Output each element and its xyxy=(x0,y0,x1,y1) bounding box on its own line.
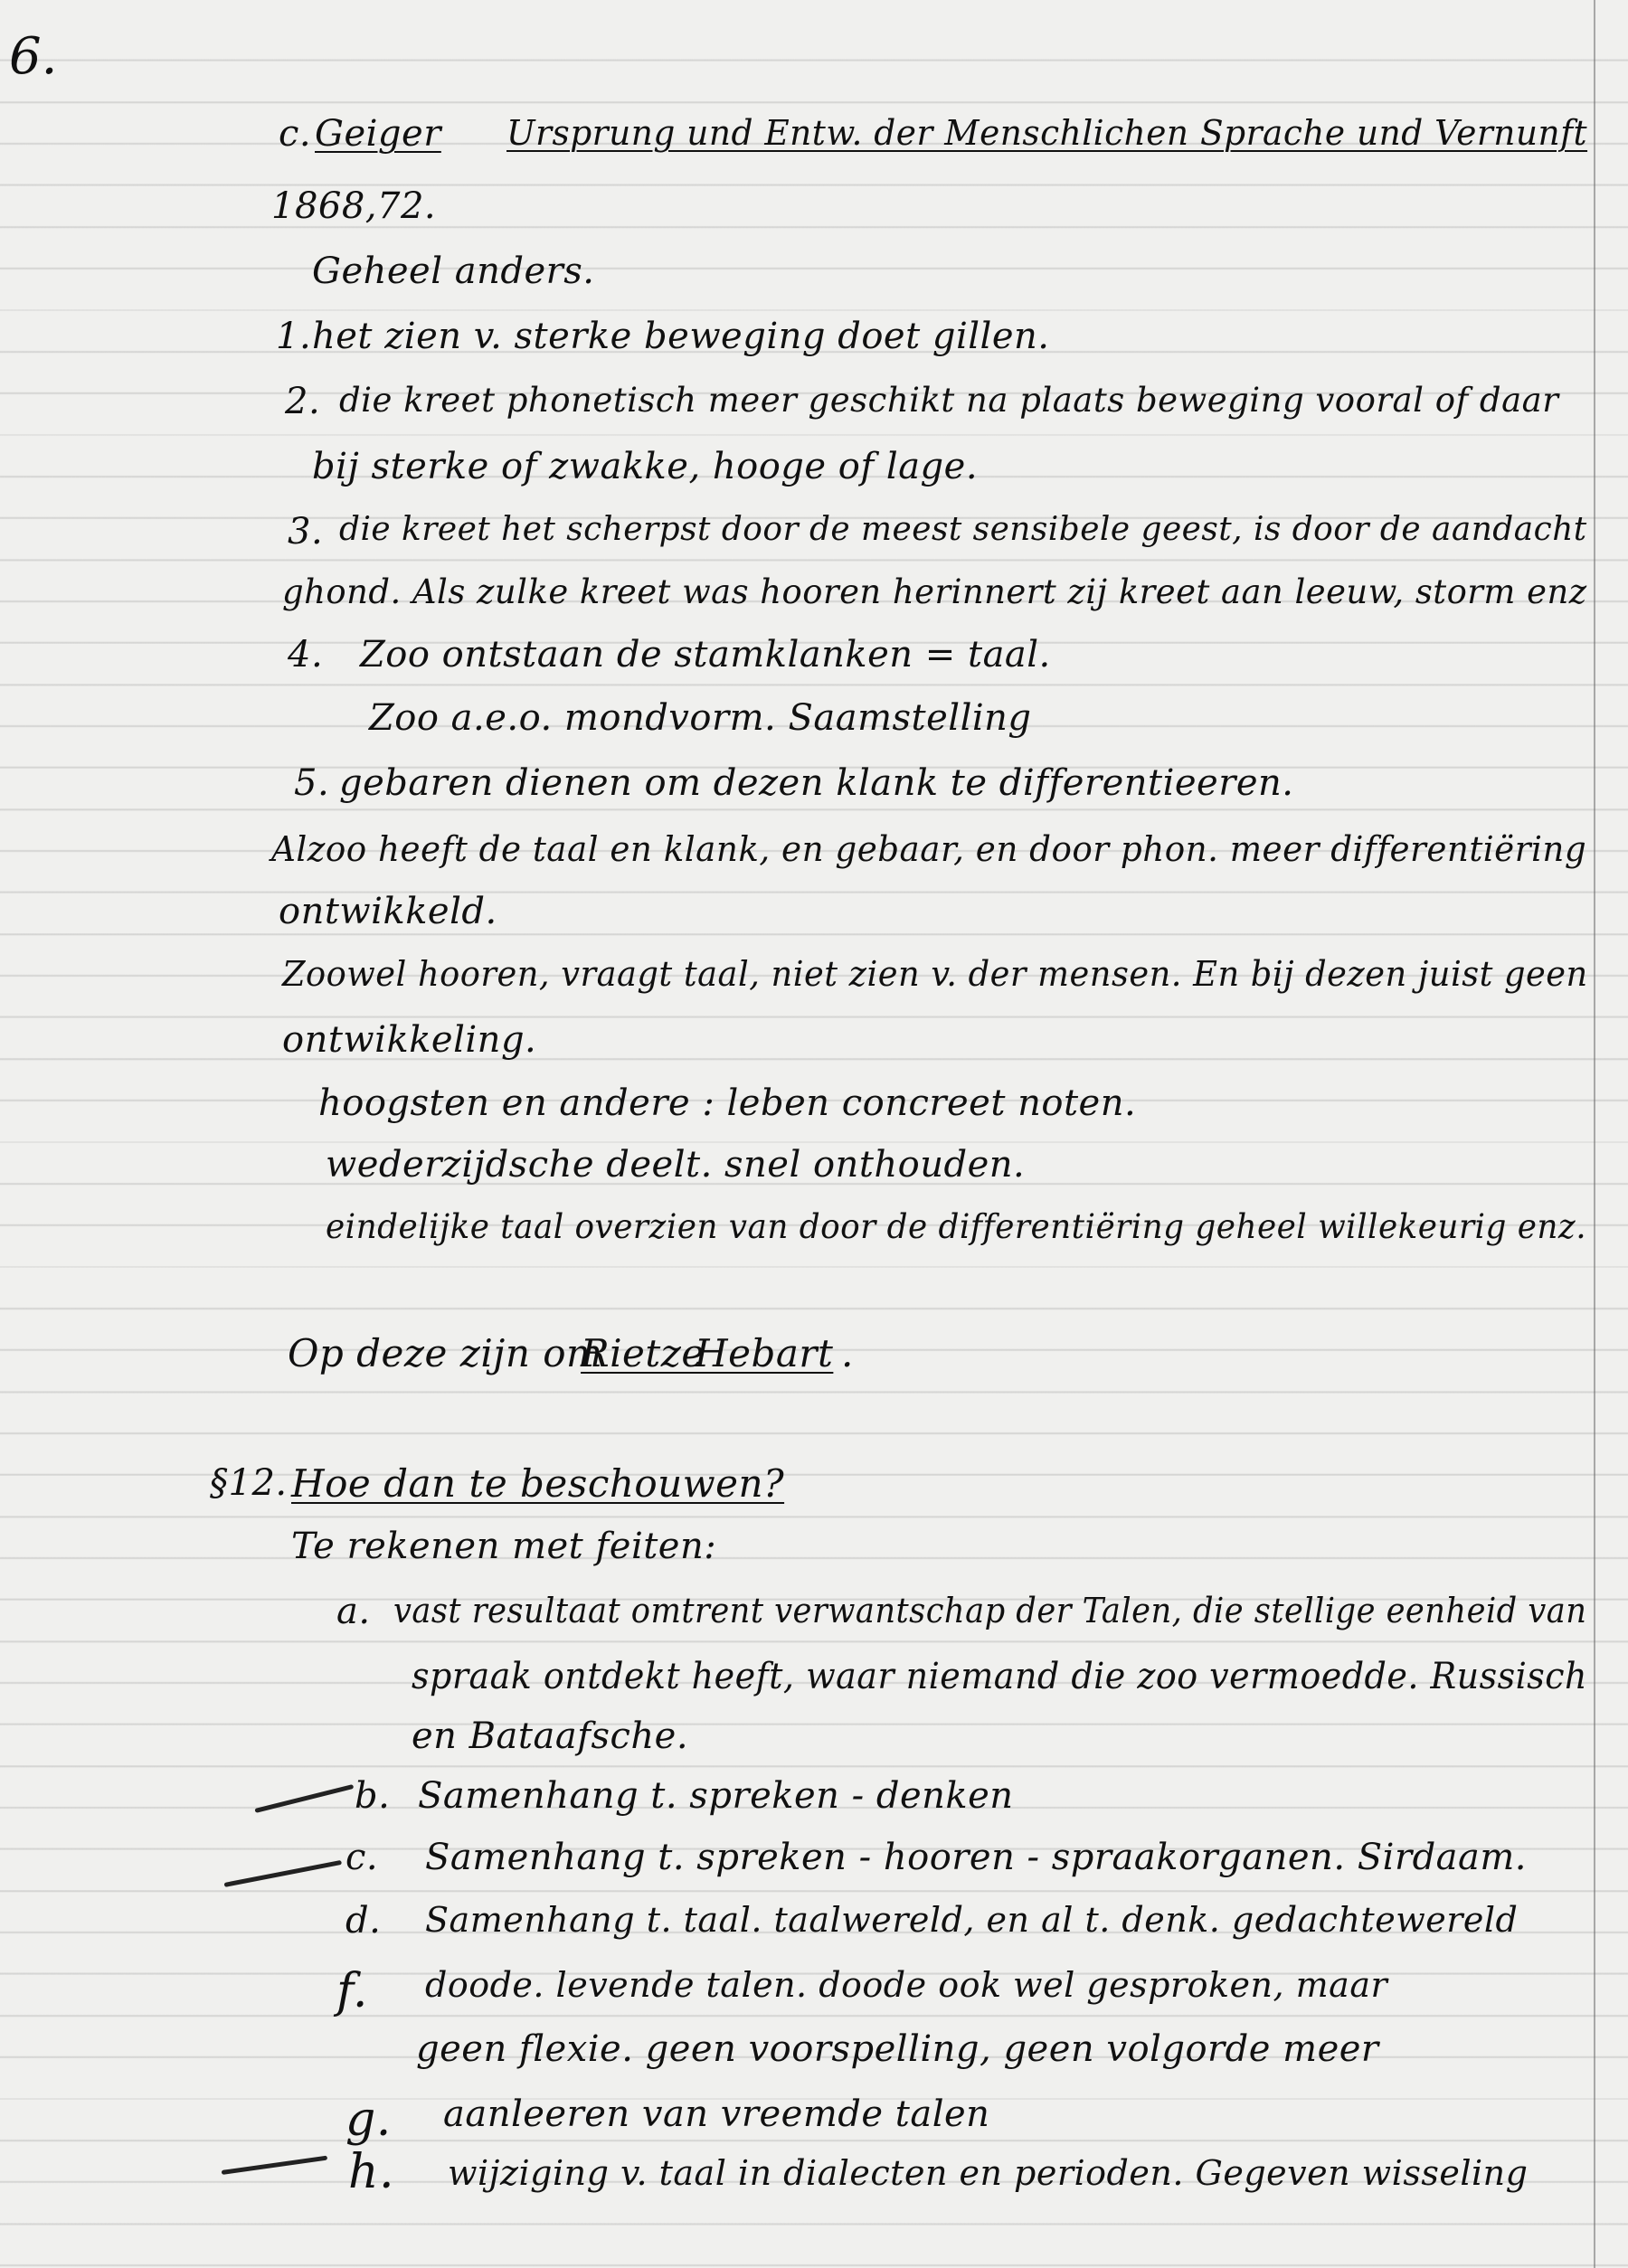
conclusion-prefix: Op deze zijn om xyxy=(288,1331,603,1375)
paragraph-line: ontwikkeld. xyxy=(279,891,497,932)
numbered-item-text: die kreet phonetisch meer geschikt na plaats beweging vooral of daar xyxy=(339,381,1559,420)
margin-pen-mark xyxy=(254,1784,354,1813)
item-line: Samenhang t. taal. taalwereld, en al t. denk. gedachtewereld xyxy=(425,1900,1519,1940)
point-line: eindelijke taal overzien van door de differentiëring geheel willekeurig enz. xyxy=(326,1207,1587,1246)
numbered-item-num: 2. xyxy=(285,381,321,422)
item-letter: f. xyxy=(336,1964,368,2018)
item-letter: d. xyxy=(345,1900,382,1942)
intro-line: Geheel anders. xyxy=(312,250,595,292)
item-line: en Bataafsche. xyxy=(412,1715,689,1757)
margin-pen-mark xyxy=(222,2156,328,2175)
margin-rule xyxy=(1594,0,1595,2268)
reference-author: Geiger xyxy=(315,113,441,155)
section-subheading: Te rekenen met feiten: xyxy=(291,1526,717,1567)
item-line: geen flexie. geen voorspelling, geen volgorde meer xyxy=(416,2028,1379,2070)
numbered-item-text: die kreet het scherpst door de meest sensibele geest, is door de aandacht xyxy=(339,511,1587,548)
numbered-item-text: ghond. Als zulke kreet was hooren herinnert zij kreet aan leeuw, storm enz xyxy=(282,572,1587,611)
numbered-item-text: bij sterke of zwakke, hooge of lage. xyxy=(312,446,979,487)
paragraph-line: ontwikkeling. xyxy=(282,1019,537,1061)
item-line: aanleeren van vreemde talen xyxy=(443,2093,990,2135)
item-line: wijziging v. taal in dialecten en perioden. Gegeven wisseling xyxy=(448,2153,1529,2193)
numbered-item-text: Zoo ontstaan de stamklanken = taal. xyxy=(360,634,1051,676)
item-letter: b. xyxy=(355,1775,391,1817)
numbered-item-num: 5. xyxy=(294,762,330,804)
item-letter: a. xyxy=(336,1591,371,1632)
numbered-item-num: 3. xyxy=(288,511,324,553)
section-heading: Hoe dan te beschouwen? xyxy=(291,1461,785,1506)
numbered-item-num: 4. xyxy=(288,634,324,676)
item-line: spraak ontdekt heeft, waar niemand die zoo vermoedde. Russisch xyxy=(412,1656,1587,1697)
page-number: 6. xyxy=(9,27,58,86)
reference-marker: c. xyxy=(279,113,312,155)
margin-pen-mark xyxy=(224,1860,343,1887)
item-line: Samenhang t. spreken - denken xyxy=(418,1775,1014,1817)
item-letter: g. xyxy=(345,2093,392,2147)
item-letter: c. xyxy=(345,1837,379,1878)
point-line: hoogsten en andere : leben concreet noten. xyxy=(318,1082,1137,1124)
conclusion-suffix: . xyxy=(841,1331,854,1375)
reference-title: Ursprung und Entw. der Menschlichen Sprache und Vernunft xyxy=(506,113,1588,153)
point-line: wederzijdsche deelt. snel onthouden. xyxy=(326,1144,1026,1186)
item-letter: h. xyxy=(348,2145,395,2199)
paragraph-line: Zoowel hooren, vraagt taal, niet zien v. der mensen. En bij dezen juist geen xyxy=(282,954,1588,994)
numbered-item-text: Zoo a.e.o. mondvorm. Saamstelling xyxy=(369,697,1032,739)
conclusion-name-2: Hebart xyxy=(695,1331,834,1375)
numbered-item-text: gebaren dienen om dezen klank te differentieeren. xyxy=(339,762,1294,804)
numbered-item-text: het zien v. sterke beweging doet gillen. xyxy=(312,316,1050,357)
section-number: §12. xyxy=(210,1462,288,1504)
numbered-item-num: 1. xyxy=(276,316,312,357)
item-line: doode. levende talen. doode ook wel gesproken, maar xyxy=(425,1965,1388,2005)
reference-year: 1868,72. xyxy=(271,185,437,227)
paragraph-line: Alzoo heeft de taal en klank, en gebaar, en door phon. meer differentiëring xyxy=(271,829,1587,869)
item-line: vast resultaat omtrent verwantschap der Talen, die stellige eenheid van xyxy=(393,1591,1587,1630)
conclusion-name-1: Rietze xyxy=(581,1331,705,1375)
item-line: Samenhang t. spreken - hooren - spraakorganen. Sirdaam. xyxy=(425,1837,1528,1878)
